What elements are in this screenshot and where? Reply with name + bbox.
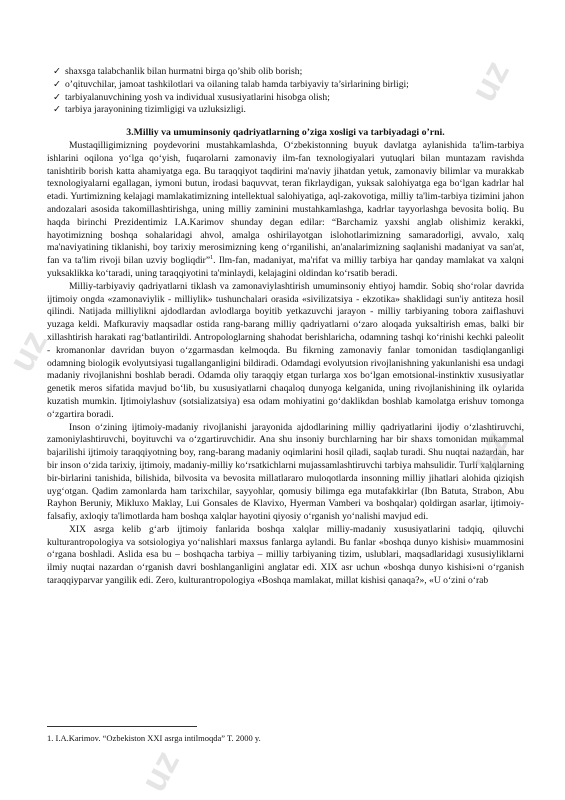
check-icon: ✓ [53, 66, 62, 77]
check-icon: ✓ [53, 104, 62, 116]
paragraph-text-tail: . Ilm-fan, madaniyat, ma'rifat va milliy tarbiya har qanday mamlakat va xalqni yuksaklikka ko‘taradi, uning taraqqiyotini ta'minlaydi, kelajagini oldindan ko‘rsatib beradi. [47, 255, 524, 279]
document-body [47, 66, 524, 588]
list-item [47, 92, 524, 105]
paragraph: Inson o‘zining ijtimoiy-madaniy rivojlanishi jarayonida ajdodlarining milliy qadriyatlarini ijodiy o‘zlashtiruvchi, zamoniylashtiruvchi, boyituvchi va o‘zgartiruvchidir. Ana shu insoniy burchlarning har bir shaxs tomonidan mukammal bajarilishi ijtimoiy taraqqiyotning boy, rang-barang madaniy oqimlarini hosil qiladi, saqlab turadi. Shu nuqtai nazardan, har bir inson o‘zida tarixiy, ijtimoiy, madaniy-milliy ko‘rsatkichlarni mujassamlashtiruvchi tarbiya mahsulidir. Turli xalqlarning bir-birlarini tanishida, bilishida, bilvosita va bevosita millatlararo muloqotlarda insonning milliy jihatlari alohida qiziqish uyg‘otgan. Qadim zamonlarda ham tarixchilar, sayyohlar, qomusiy bilimga ega mutafakkirlar (Ibn Batuta, Strabon, Abu Rayhon Beruniy, Mikluxo Maklay, Lui Gonsales de Klavixo, Hyerman Vamberi va boshqalar) qoldirgan asarlar, ijtimoiy-falsafiy, axloqiy ta'limotlarda ham boshqa xalqlar hayotini qiyosiy o‘rganish yo‘nalishi mavjud edi. [47, 421, 524, 523]
list-item [47, 104, 524, 117]
list-item [47, 66, 524, 79]
paragraph: XIX asrga kelib g‘arb ijtimoiy fanlarida boshqa xalqlar milliy-madaniy xususiyatlarini tadqiq, qiluvchi kulturantropologiya va sotsiologiya yo‘nalishlari maxsus fanlarga aylandi. Bu fanlar «boshqa dunyo kishisi» muammosini o‘rgana boshladi. Aslida esa bu – boshqacha tarbiya – milliy tarbiyaning tizim, uslublari, maqsadlaridagi xususiyliklarni ilmiy nuqtai nazardan o‘rganish davri boshlanganligini anglatar edi. XIX asr uchun «boshqa dunyo kishisi»ni o‘rganish taraqqiyparvar yangilik edi. Zero, kulturantropologiya «Boshqa mamlakat, millat kishisi qanaqa?», «U o‘zini o‘rab [47, 523, 524, 587]
footnote-divider [47, 726, 197, 727]
paragraph [47, 140, 524, 281]
footnote-ref[interactable]: 1 [210, 254, 214, 261]
section-heading: 3.Milliy va umuminsoniy qadriyatlarning o’ziga xosligi va tarbiyadagi o’rni. [126, 127, 445, 139]
list-item-text: tarbiyalanuvchining yosh va individual xususiyatlarini hisobga olish; [65, 91, 330, 103]
paragraph-text: Mustaqilligimizning poydevorini mustahkamlashda, O‘zbekistonning buyuk davlatga aylanishida ta'lim-tarbiya ishlarini oqilona yo‘lga qo‘yish, fuqarolarni zamonaviy ilm-fan texnologiyalari yutuqlari bilan muntazam ravishda tanishtirib borish katta ahamiyatga ega. Bu taraqqiyot taqdirini ma'naviy jihatdan yetuk, zamonaviy bilimlar va murakkab texnologiyalarni egallagan, iymoni butun, irodasi baquvvat, teran fikrlaydigan, yuksak salohiyatga ega bo‘lgan kadrlar hal etadi. Yurtimizning kelajagi mamlakatimizning intellektual salohiyatiga, aql-zakovotiga, milliy ta'lim-tarbiya tizimini jahon andozalari asosida takomillashtirishga, uning milliy zaminini mustahkamlashga, kadrlar tayyorlashga bevosita boliq. Bu haqda birinchi Prezidentimiz I.A.Karimov shunday degan edilar: “Barchamiz yaxshi anglab olishimiz kerakki, hayotimizning boshqa sohalaridagi ahvol, amalga oshirilayotgan islohotlarimizning samaradorligi, avvalo, xalq ma'naviyatining tiklanishi, boy tarixiy merosimizning keng o‘rganilishi, an'analarimizning saqlanishi madaniyat va san'at, fan va ta'lim rivoji bilan uzviy bogliqdir” [47, 139, 524, 267]
watermark: uz [462, 53, 518, 109]
check-icon: ✓ [53, 78, 62, 90]
watermark: uz [462, 423, 518, 479]
watermark: uz [0, 323, 56, 379]
paragraph: Milliy-tarbiyaviy qadriyatlarni tiklash va zamonaviylashtirish umuminsoniy ehtiyoj hamdir. Sobiq sho‘rolar davrida ijtimoiy ongda «zamonaviylik - milliylik» tushunchalari orasida «sivilizatsiya - ekzotika» shaklidagi sun'iy antiteza hosil qilindi. Natijada milliylikni ajdodlardan avlodlarga boyitib yetkazuvchi jarayon - milliy tarbiyaning tobora zaiflashuvi yuzaga keldi. Mafkuraviy maqsadlar ostida rang-barang milliy qadriyatlarni o‘zaro aloqada yuksaltirish emas, balki bir xillashtirish harakati rag‘batlantirildi. Antropologlarning shahodat berishlaricha, odamning tashqi ko‘rinishi kechki paleolit - kromanonlar davridan buyon o‘zgarmasdan kelmoqda. Bu fikrning zamonaviy fanlar tomonidan tasdiqlanganligi odamning biologik evolyutsiyasi tugallanganligini bildiradi. Odamdagi evolyutsion rivojlanishning yakunlanishi esa undagi madaniy rivojlanishni boshlab beradi. Odamda oliy taraqqiy etgan turlarga xos bo‘lgan emotsional-instinktiv xususiyatlar genetik meros sifatida mavjud bo‘lib, bu xususiyatlarni chaqaloq dunyoga kelganida, uning rivojlanishining ilk oylarida kuzatish mumkin. Ijtimoiylashuv (sotsializatsiya) esa odam mohiyatini go‘daklikdan boshlab kamolatga erishuv tomonga o‘zgartira boradi. [47, 280, 524, 420]
watermark: uz [132, 743, 188, 799]
check-icon: ✓ [53, 91, 62, 103]
list-item-text: o’qituvchilar, jamoat tashkilotlari va oilaning talab hamda tarbiyaviy ta’sirlarining birligi; [65, 78, 409, 90]
list-item-text: tarbiya jarayonining tizimligigi va uzluksizligi. [65, 104, 246, 116]
footnote: 1. I.A.Karimov. “Ozbekiston XXI asrga intilmoqda” T. 2000 y. [47, 733, 261, 743]
list-item-text: shaxsga talabchanlik bilan hurmatni birga qo’shib olib borish; [65, 66, 303, 77]
list-item [47, 79, 524, 92]
